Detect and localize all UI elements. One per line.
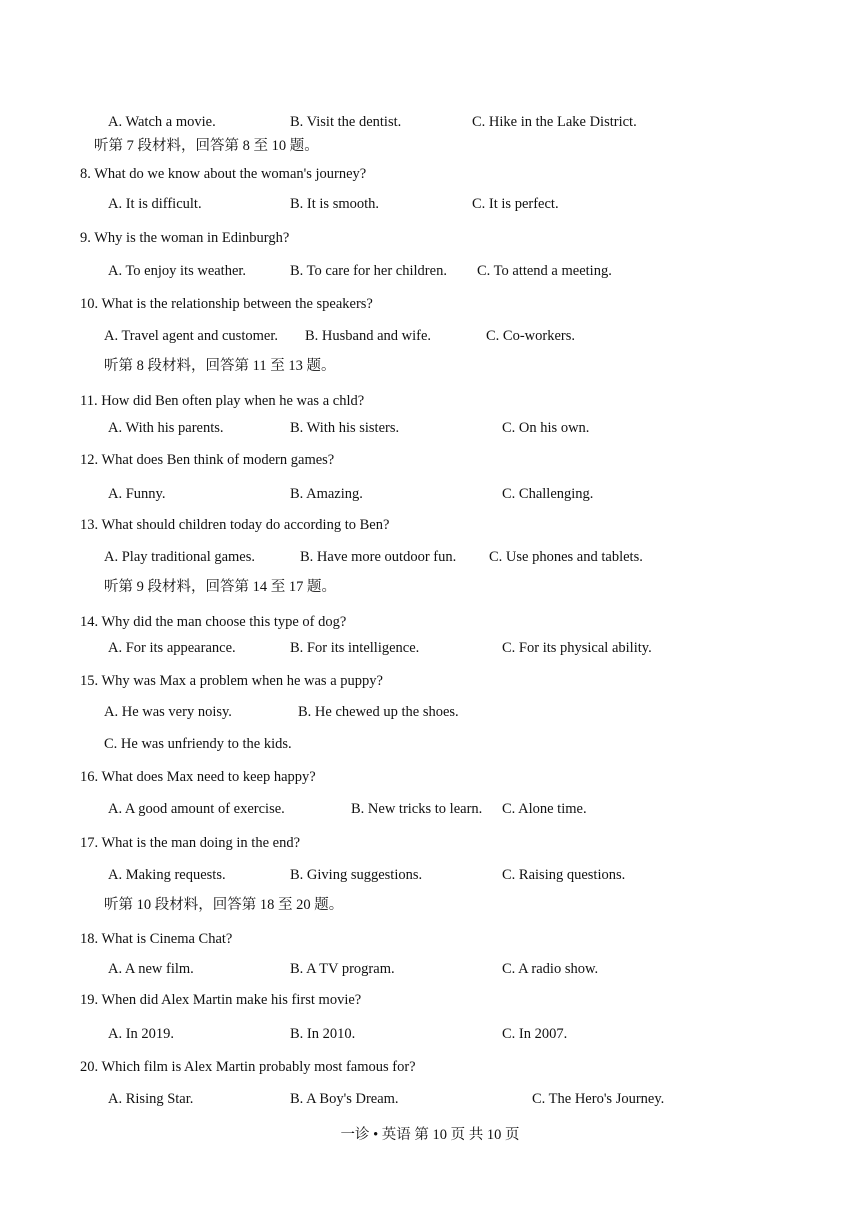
q15-option-a: A. He was very noisy.: [104, 704, 232, 720]
q8-option-b: B. It is smooth.: [290, 196, 380, 212]
q9-question: 9. Why is the woman in Edinburgh?: [80, 230, 290, 246]
q11-option-c: C. On his own.: [502, 420, 590, 436]
q12-option-a: A. Funny.: [108, 486, 166, 502]
q16-question: 16. What does Max need to keep happy?: [80, 769, 316, 785]
q12-question: 12. What does Ben think of modern games?: [80, 452, 335, 468]
q10-option-c: C. Co-workers.: [486, 328, 576, 344]
q14-option-c: C. For its physical ability.: [502, 640, 652, 656]
q11-option-a: A. With his parents.: [108, 420, 224, 436]
q17-question: 17. What is the man doing in the end?: [80, 835, 301, 851]
q13-question: 13. What should children today do according to Ben?: [80, 517, 390, 533]
q15-option-c: C. He was unfriendy to the kids.: [104, 736, 292, 752]
q18-option-a: A. A new film.: [108, 961, 194, 977]
q8-question: 8. What do we know about the woman's journey?: [80, 166, 367, 182]
section-9-instruction: 听第 9 段材料，回答第 14 至 17 题。: [104, 579, 336, 595]
q20-option-a: A. Rising Star.: [108, 1091, 194, 1107]
q11-option-b: B. With his sisters.: [290, 420, 400, 436]
q12-option-b: B. Amazing.: [290, 486, 363, 502]
q8-option-a: A. It is difficult.: [108, 196, 202, 212]
q14-question: 14. Why did the man choose this type of dog?: [80, 614, 347, 630]
q10-option-a: A. Travel agent and customer.: [104, 328, 278, 344]
q7-option-b: B. Visit the dentist.: [290, 114, 402, 130]
q18-option-c: C. A radio show.: [502, 961, 599, 977]
q16-option-c: C. Alone time.: [502, 801, 587, 817]
q13-option-c: C. Use phones and tablets.: [489, 549, 643, 565]
q19-option-c: C. In 2007.: [502, 1026, 568, 1042]
q10-option-b: B. Husband and wife.: [305, 328, 432, 344]
q12-option-c: C. Challenging.: [502, 486, 594, 502]
q20-question: 20. Which film is Alex Martin probably most famous for?: [80, 1059, 416, 1075]
q15-question: 15. Why was Max a problem when he was a puppy?: [80, 673, 383, 689]
q11-question: 11. How did Ben often play when he was a chld?: [80, 393, 365, 409]
q17-option-a: A. Making requests.: [108, 867, 226, 883]
q9-option-c: C. To attend a meeting.: [477, 263, 612, 279]
q16-option-b: B. New tricks to learn.: [351, 801, 483, 817]
section-7-instruction: 听第 7 段材料，回答第 8 至 10 题。: [94, 138, 319, 154]
q19-option-a: A. In 2019.: [108, 1026, 175, 1042]
q13-option-a: A. Play traditional games.: [104, 549, 256, 565]
q7-option-c: C. Hike in the Lake District.: [472, 114, 637, 130]
q19-question: 19. When did Alex Martin make his first movie?: [80, 992, 362, 1008]
section-10-instruction: 听第 10 段材料，回答第 18 至 20 题。: [104, 897, 344, 913]
q16-option-a: A. A good amount of exercise.: [108, 801, 285, 817]
q19-option-b: B. In 2010.: [290, 1026, 356, 1042]
q17-option-c: C. Raising questions.: [502, 867, 626, 883]
q14-option-b: B. For its intelligence.: [290, 640, 420, 656]
q17-option-b: B. Giving suggestions.: [290, 867, 423, 883]
q15-option-b: B. He chewed up the shoes.: [298, 704, 459, 720]
page-footer: 一诊 • 英语 第 10 页 共 10 页: [340, 1127, 520, 1143]
q18-option-b: B. A TV program.: [290, 961, 395, 977]
q20-option-b: B. A Boy's Dream.: [290, 1091, 399, 1107]
q18-question: 18. What is Cinema Chat?: [80, 931, 233, 947]
q7-option-a: A. Watch a movie.: [108, 114, 216, 130]
section-8-instruction: 听第 8 段材料，回答第 11 至 13 题。: [104, 358, 336, 374]
q8-option-c: C. It is perfect.: [472, 196, 559, 212]
q9-option-a: A. To enjoy its weather.: [108, 263, 247, 279]
q13-option-b: B. Have more outdoor fun.: [300, 549, 457, 565]
q14-option-a: A. For its appearance.: [108, 640, 236, 656]
q20-option-c: C. The Hero's Journey.: [532, 1091, 665, 1107]
q9-option-b: B. To care for her children.: [290, 263, 447, 279]
q10-question: 10. What is the relationship between the speakers?: [80, 296, 373, 312]
